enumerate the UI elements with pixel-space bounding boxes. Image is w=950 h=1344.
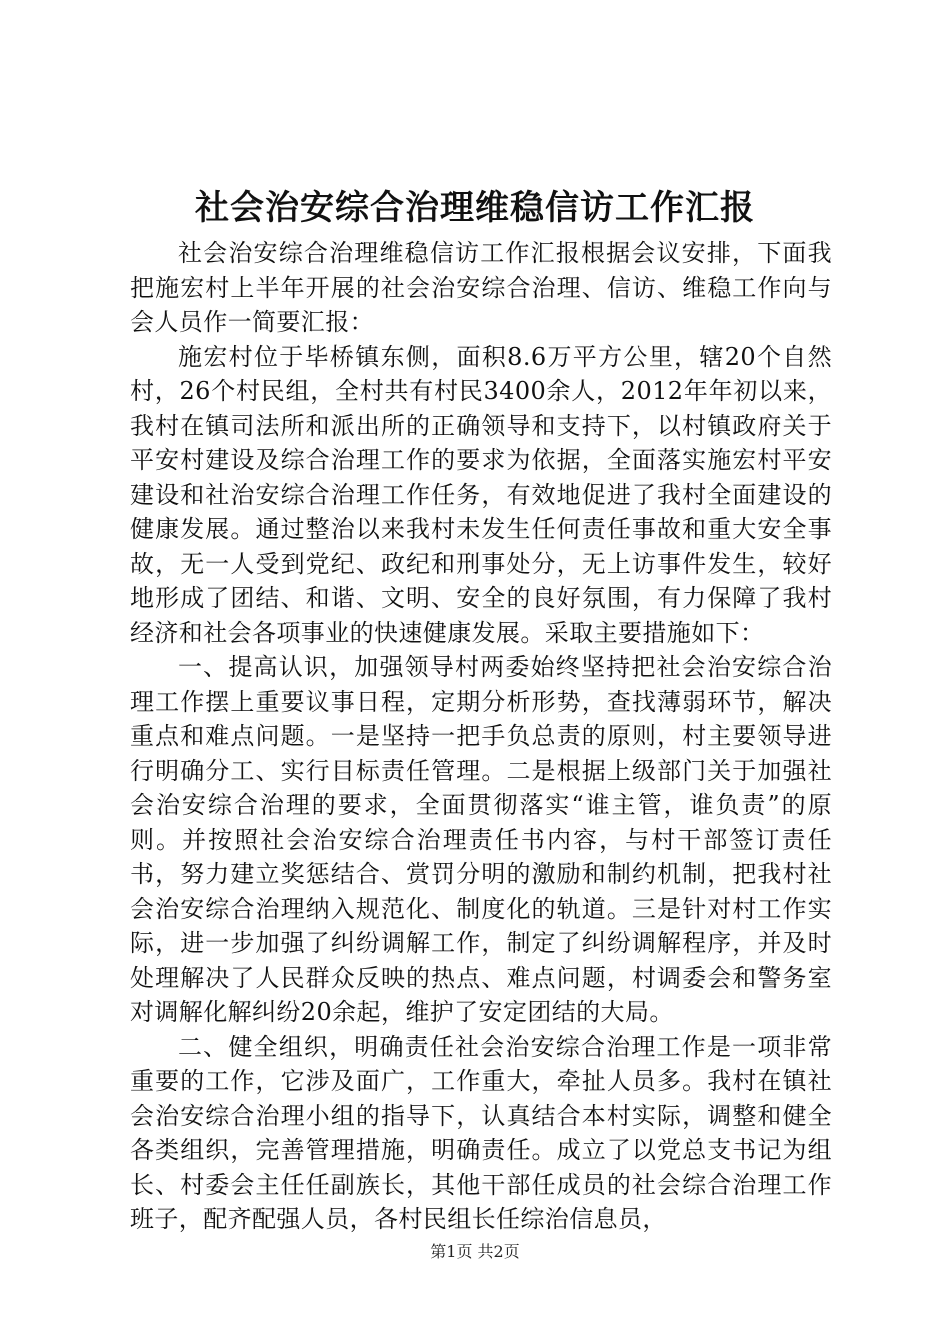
paragraph-measure-one: 一、提高认识，加强领导村两委始终坚持把社会治安综合治理工作摆上重要议事日程，定期分析形势，查找薄弱环节，解决重点和难点问题。一是坚持一把手负总责的原则，村主要领导进行明确分工、实行目标责任管理。二是根据上级部门关于加强社会治安综合治理的要求，全面贯彻落实“谁主管，谁负责”的原则。并按照社会治安综合治理责任书内容，与村干部签订责任书，努力建立奖惩结合、赏罚分明的激励和制约机制，把我村社会治安综合治理纳入规范化、制度化的轨道。三是针对村工作实际，进一步加强了纠纷调解工作，制定了纠纷调解程序，并及时处理解决了人民群众反映的热点、难点问题，村调委会和警务室对调解化解纠纷20余起，维护了安定团结的大局。 (130, 653, 832, 1026)
paragraph-village-overview: 施宏村位于毕桥镇东侧，面积8.6万平方公里，辖20个自然村，26个村民组，全村共有村民3400余人，2012年年初以来，我村在镇司法所和派出所的正确领导和支持下，以村镇政府关于平安村建设及综合治理工作的要求为依据，全面落实施宏村平安建设和社治安综合治理工作任务，有效地促进了我村全面建设的健康发展。通过整治以来我村未发生任何责任事故和重大安全事故，无一人受到党纪、政纪和刑事处分，无上访事件发生，较好地形成了团结、和谐、文明、安全的良好氛围，有力保障了我村经济和社会各项事业的快速健康发展。采取主要措施如下： (130, 342, 832, 647)
document-title: 社会治安综合治理维稳信访工作汇报 (195, 188, 755, 228)
document-body (130, 236, 832, 1237)
paragraph-measure-two: 二、健全组织，明确责任社会治安综合治理工作是一项非常重要的工作，它涉及面广，工作重大，牵扯人员多。我村在镇社会治安综合治理小组的指导下，认真结合本村实际，调整和健全各类组织，完善管理措施，明确责任。成立了以党总支书记为组长、村委会主任任副族长，其他干部任成员的社会综合治理工作班子，配齐配强人员，各村民组长任综治信息员， (130, 1032, 832, 1233)
page-number-footer: 第1页 共2页 (430, 1242, 520, 1261)
paragraph-intro: 社会治安综合治理维稳信访工作汇报根据会议安排，下面我把施宏村上半年开展的社会治安综合治理、信访、维稳工作向与会人员作一简要汇报： (130, 239, 832, 336)
